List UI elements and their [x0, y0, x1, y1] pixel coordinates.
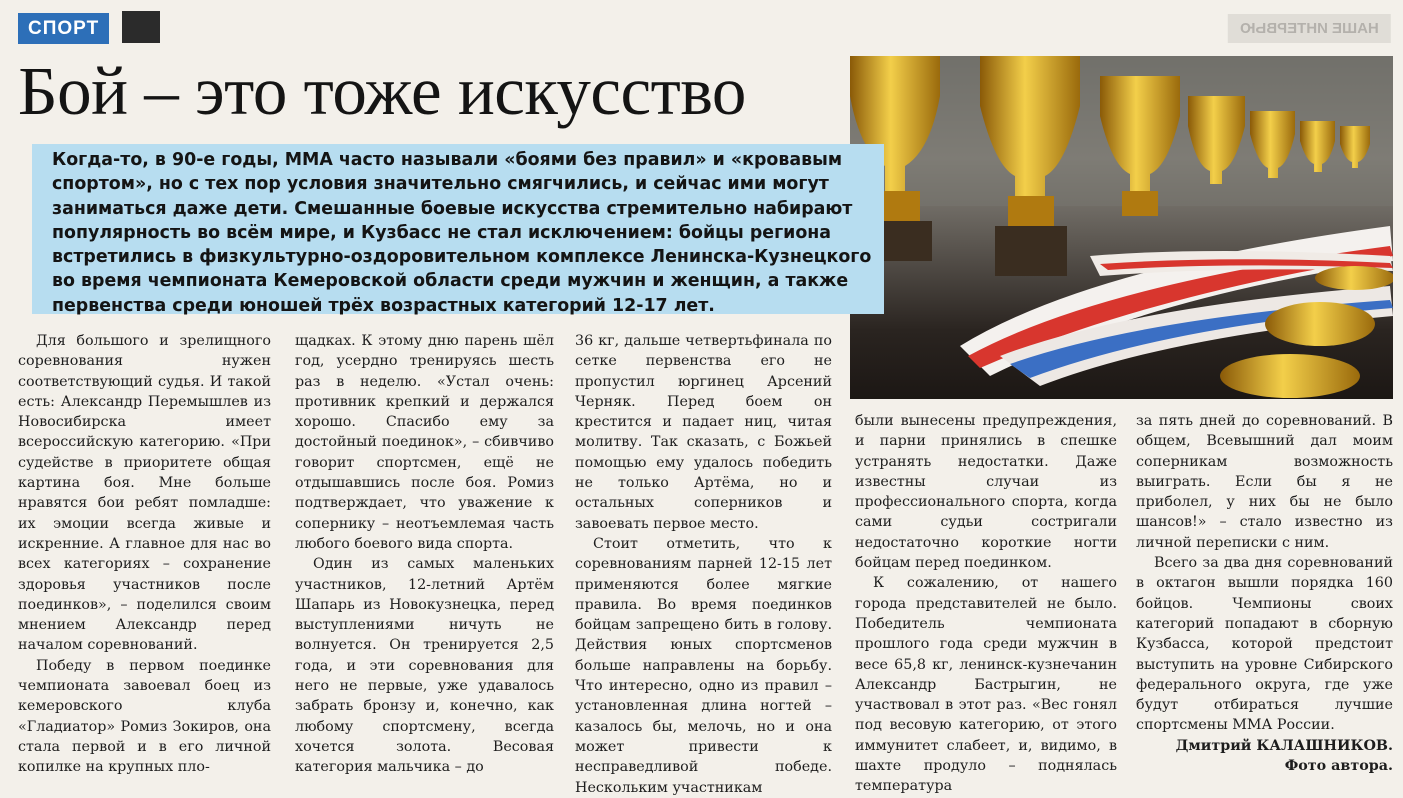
paragraph: К сожалению, от нашего города представителей не было. Победитель чемпионата прошлого года среди мужчин в весе 65,8 кг, ленинск-кузнечанин Александр Бастрыгин, не участвовал в этот раз. «Вес гонял под весовую категорию, от этого иммунитет слабеет, и, видимо, в шахте продуло – поднялась температура — [855, 575, 1117, 795]
paragraph: за пять дней до соревнований. В общем, Всевышний дал моим соперникам возможность выиграть. Если бы я не приболел, у них бы не было шансов!» – стало известно из личной переписки с ним. — [1136, 413, 1393, 551]
author-byline: Дмитрий КАЛАШНИКОВ. — [1175, 737, 1393, 754]
article-column-5 — [1136, 411, 1393, 776]
paragraph: Для большого и зрелищного соревнования нужен соответствующий судья. И такой есть: Александр Перемышлев из Новосибирска имеет всероссийскую категорию. «При судействе в приоритете общая картина боя. Мне больше нравятся бои ребят помладше: их эмоции всегда живые и искренние. А главное для нас во всех категориях – сохранение здоровья участников после поединков», – поделился своим мнением Александр перед началом соревнований. — [18, 333, 271, 654]
paragraph: были вынесены предупреждения, и парни принялись в спешке устранять недостатки. Даже известны случаи из профессионального спорта, когда сами судьи состригали недостаточно короткие ногти бойцам перед поединком. — [855, 413, 1117, 572]
article-lead: Когда-то, в 90-е годы, ММА часто называли «боями без правил» и «кровавым спортом», но с тех пор условия значительно смягчились, и сейчас ими могут заниматься даже дети. Смешанные боевые искусства стремительно набирают популярность во всём мире, и Кузбасс не стал исключением: бойцы региона встретились в физкультурно-оздоровительном комплексе Ленинска-Кузнецкого во время чемпионата Кемеровской области среди мужчин и женщин, а также первенства среди юношей трёх возрастных категорий 12-17 лет. — [32, 144, 884, 314]
section-rubric: СПОРТ — [18, 13, 109, 44]
trophy-cups-and-medals-photo — [850, 56, 1393, 399]
paragraph: щадках. К этому дню парень шёл год, усердно тренируясь шесть раз в неделю. «Устал очень: противник крепкий и держался хорошо. Спасибо ему за достойный поединок», – сбивчиво говорит спортсмен, ещё не отдышавшись после боя. Ромиз подтверждает, что уважение к сопернику – неотъемлемая часть любого боевого вида спорта. — [295, 333, 554, 552]
bleed-through-label: НАШЕ ИНТЕРВЬЮ — [1228, 14, 1391, 43]
photo-credit: Фото автора. — [1284, 758, 1393, 775]
photo-illustration — [850, 56, 1393, 399]
article-column-1 — [18, 331, 271, 778]
paragraph: 36 кг, дальше четвертьфинала по сетке первенства его не пропустил юргинец Арсений Черняк. Перед боем он крестится и падает ниц, читая молитву. Так сказать, с Божьей помощью ему удалось победить не только Артёма, но и остальных соперников и завоевать первое место. — [575, 333, 832, 532]
paragraph: Один из самых маленьких участников, 12-летний Артём Шапарь из Новокузнецка, перед выступлениями ничуть не волнуется. Он тренируется 2,5 года, и эти соревнования для него не первые, уже удавалось забрать бронзу и, конечно, как любому спортсмену, всегда хочется золота. Весовая категория мальчика – до — [295, 556, 554, 776]
article-headline: Бой – это тоже искусство — [18, 53, 746, 129]
article-column-3 — [575, 331, 832, 798]
paragraph: Победу в первом поединке чемпионата завоевал боец из кемеровского клуба «Гладиатор» Ромиз Зокиров, она стала первой и в его личной копилке на крупных пло- — [18, 657, 271, 776]
article-column-2 — [295, 331, 554, 778]
rubric-square-decoration — [122, 11, 160, 43]
article-column-4 — [855, 411, 1117, 797]
paragraph: Всего за два дня соревнований в октагон вышли порядка 160 бойцов. Чемпионы своих категорий попадают в сборную Кузбасса, которой предстоит выступить на уровне Сибирского федерального округа, где уже будут отбираться лучшие спортсмены ММА России. — [1136, 555, 1393, 734]
paragraph: Стоит отметить, что к соревнованиям парней 12-15 лет применяются более мягкие правила. Во время поединков бойцам запрещено бить в голову. Действия юных спортсменов больше направлены на борьбу. Что интересно, одно из правил – установленная длина ногтей – казалось бы, мелочь, но и она может привести к несправедливой победе. Нескольким участникам — [575, 535, 832, 796]
